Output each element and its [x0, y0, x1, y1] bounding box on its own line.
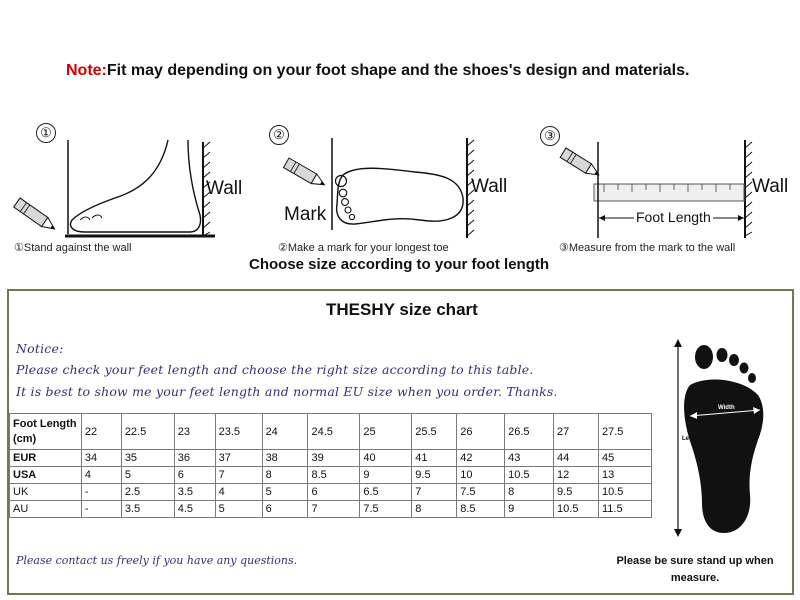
- table-cell: 12: [554, 467, 599, 484]
- step-3-caption: ③Measure from the mark to the wall: [559, 242, 736, 254]
- table-cell: 22: [81, 414, 121, 450]
- table-cell: 9.5: [554, 484, 599, 501]
- table-cell: -: [81, 501, 121, 518]
- table-cell: 7.5: [457, 484, 505, 501]
- row-label: AU: [10, 501, 82, 518]
- table-row-uk: [10, 484, 652, 501]
- row-label: UK: [10, 484, 82, 501]
- choose-size-heading: Choose size according to your foot length: [249, 256, 550, 273]
- table-cell: 37: [215, 450, 262, 467]
- step-2-number: ②: [269, 125, 289, 145]
- table-cell: 10.5: [554, 501, 599, 518]
- table-cell: 38: [262, 450, 308, 467]
- table-cell: 7: [412, 484, 457, 501]
- table-cell: 3.5: [121, 501, 174, 518]
- contact-note: Please contact us freely if you have any questions.: [16, 554, 298, 567]
- step-1-illustration: [10, 120, 260, 255]
- table-cell: 4: [215, 484, 262, 501]
- step-1-number: ①: [36, 123, 56, 143]
- table-row-eur: [10, 450, 652, 467]
- table-cell: 9: [360, 467, 412, 484]
- table-cell: 8.5: [457, 501, 505, 518]
- table-row-foot-length: [10, 414, 652, 450]
- row-label: Foot Length (cm): [10, 414, 82, 450]
- table-cell: 27.5: [598, 414, 651, 450]
- table-cell: 10: [457, 467, 505, 484]
- table-cell: 10.5: [505, 467, 554, 484]
- table-cell: 5: [215, 501, 262, 518]
- table-cell: 27: [554, 414, 599, 450]
- table-cell: 44: [554, 450, 599, 467]
- table-cell: 8.5: [308, 467, 360, 484]
- table-cell: 36: [174, 450, 215, 467]
- table-cell: 13: [598, 467, 651, 484]
- notice-line-1: Please check your feet length and choose the right size according to this table.: [16, 362, 534, 377]
- table-cell: 39: [308, 450, 360, 467]
- table-cell: 3.5: [174, 484, 215, 501]
- step-2-mark-label: Mark: [284, 204, 327, 225]
- table-cell: 6: [262, 501, 308, 518]
- table-cell: 24.5: [308, 414, 360, 450]
- table-cell: 10.5: [598, 484, 651, 501]
- size-chart-title: THESHY size chart: [326, 300, 478, 319]
- foot-length-side-label: Length: [682, 436, 702, 442]
- table-cell: 11.5: [598, 501, 651, 518]
- table-cell: 34: [81, 450, 121, 467]
- note-body: Fit may depending on your foot shape and the shoes's design and materials.: [106, 62, 690, 79]
- step-1-caption: ①Stand against the wall: [14, 242, 132, 254]
- table-cell: 24: [262, 414, 308, 450]
- table-cell: 8: [262, 467, 308, 484]
- step-2-illustration: [275, 120, 530, 255]
- note-text: [66, 62, 689, 80]
- table-cell: 40: [360, 450, 412, 467]
- table-cell: -: [81, 484, 121, 501]
- table-cell: 26.5: [505, 414, 554, 450]
- table-cell: 6: [174, 467, 215, 484]
- table-cell: 43: [505, 450, 554, 467]
- table-row-usa: [10, 467, 652, 484]
- table-cell: 25: [360, 414, 412, 450]
- step-3-wall-label: Wall: [752, 176, 789, 197]
- table-cell: 25.5: [412, 414, 457, 450]
- table-cell: 6: [308, 484, 360, 501]
- table-cell: 9.5: [412, 467, 457, 484]
- table-cell: 26: [457, 414, 505, 450]
- table-cell: 41: [412, 450, 457, 467]
- foot-length-label: Foot Length: [636, 209, 711, 225]
- table-cell: 5: [121, 467, 174, 484]
- stand-up-note: Please be sure stand up when measure.: [616, 555, 774, 584]
- step-3-number: ③: [540, 126, 560, 146]
- table-row-au: [10, 501, 652, 518]
- step-2-wall-label: Wall: [471, 176, 508, 197]
- row-label: USA: [10, 467, 82, 484]
- table-cell: 7.5: [360, 501, 412, 518]
- table-cell: 7: [215, 467, 262, 484]
- table-cell: 4.5: [174, 501, 215, 518]
- table-cell: 4: [81, 467, 121, 484]
- step-1-wall-label: Wall: [206, 178, 243, 199]
- table-cell: 23: [174, 414, 215, 450]
- table-cell: 6.5: [360, 484, 412, 501]
- table-cell: 23.5: [215, 414, 262, 450]
- notice-line-2: It is best to show me your feet length and normal EU size when you order. Thanks.: [16, 384, 558, 399]
- table-cell: 9: [505, 501, 554, 518]
- table-cell: 5: [262, 484, 308, 501]
- foot-width-label: Width: [718, 405, 735, 411]
- row-label: EUR: [10, 450, 82, 467]
- note-label: Note:: [66, 62, 107, 79]
- table-cell: 8: [412, 501, 457, 518]
- table-cell: 8: [505, 484, 554, 501]
- table-cell: 2.5: [121, 484, 174, 501]
- footprint-diagram: [668, 335, 778, 540]
- step-3-illustration: [538, 120, 800, 255]
- table-cell: 22.5: [121, 414, 174, 450]
- size-table: [9, 413, 652, 518]
- table-cell: 7: [308, 501, 360, 518]
- table-cell: 45: [598, 450, 651, 467]
- table-cell: 35: [121, 450, 174, 467]
- table-cell: 42: [457, 450, 505, 467]
- step-2-caption: ②Make a mark for your longest toe: [278, 242, 449, 254]
- notice-title: Notice:: [16, 341, 64, 356]
